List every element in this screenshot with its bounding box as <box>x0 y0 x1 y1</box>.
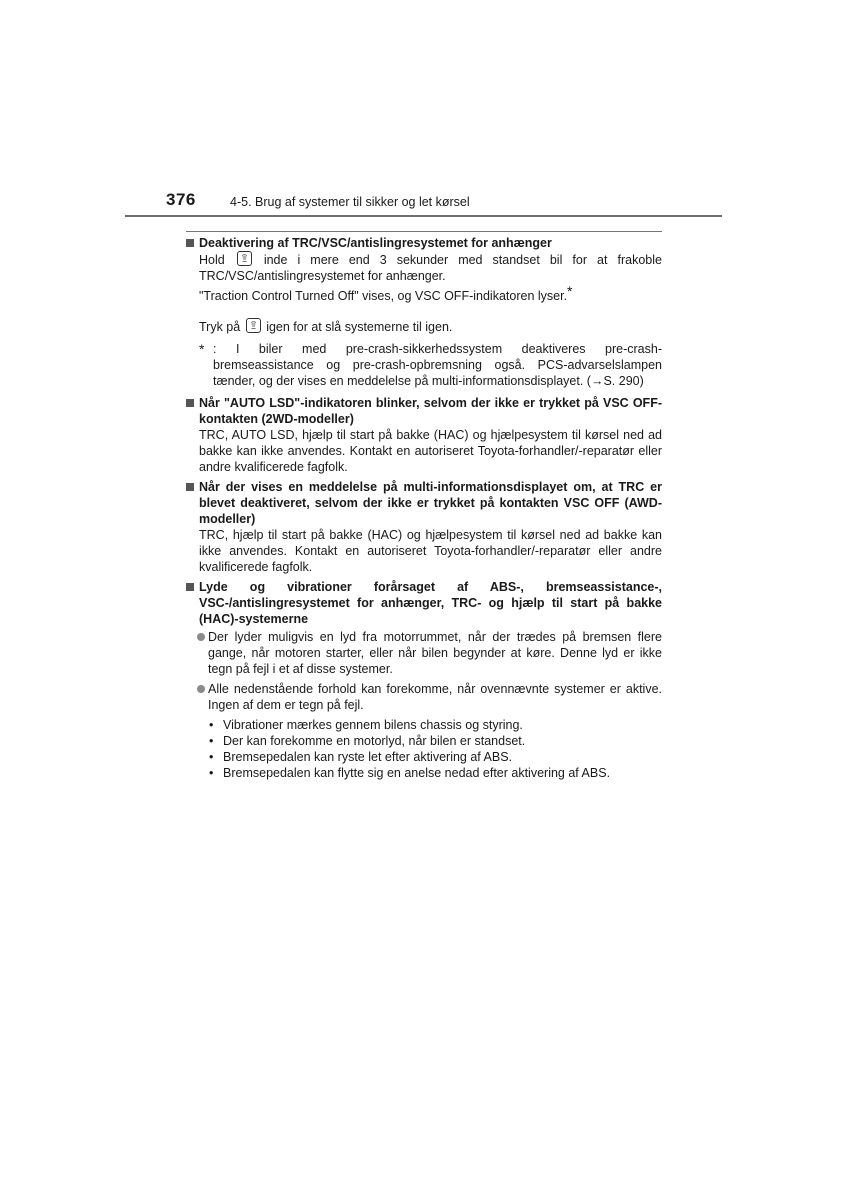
sub-list-text: Der kan forekomme en motorlyd, når bilen er standset. <box>223 734 526 748</box>
list-item <box>197 681 662 713</box>
text: "Traction Control Turned Off" vises, og VSC OFF-indikatoren lyser. <box>199 289 568 303</box>
square-bullet-icon <box>186 399 194 407</box>
text: Hold <box>199 253 225 267</box>
footnote <box>199 341 662 389</box>
content <box>185 235 662 785</box>
bullet-text: Der lyder muligvis en lyd fra motorrummet, når der trædes på bremsen flere gange, når motoren starter, eller når bilen begynder at køre. Denne lyd er ikke tegn på fejl i et af disse systemer. <box>208 630 662 676</box>
asterisk-mark: * <box>567 283 573 299</box>
text: inde i mere end 3 sekunder med standset bil for at frakoble TRC/VSC/antislingresystemet for anhænger. <box>199 253 662 283</box>
text: igen for at slå systemerne til igen. <box>266 320 453 334</box>
bullet-text: Alle nedenstående forhold kan forekomme, når ovennævnte systemer er aktive. Ingen af dem er tegn på fejl. <box>208 682 662 712</box>
sub-list-item <box>209 733 662 749</box>
vsc-off-switch-icon <box>237 251 252 266</box>
vsc-off-switch-icon <box>246 318 261 333</box>
section-heading <box>185 395 662 427</box>
page-number: 376 <box>166 190 196 209</box>
square-bullet-icon <box>186 483 194 491</box>
paragraph <box>199 318 662 335</box>
sub-list-item <box>209 765 662 781</box>
content-top-rule <box>186 231 662 232</box>
small-bullet: • <box>209 766 214 780</box>
sub-list-text: Vibrationer mærkes gennem bilens chassis og styring. <box>223 718 523 732</box>
section-trc-message <box>185 479 662 575</box>
section-title: 4-5. Brug af systemer til sikker og let kørsel <box>230 195 470 209</box>
sub-list-item <box>209 717 662 733</box>
header-rule <box>125 215 722 217</box>
paragraph <box>199 283 662 304</box>
sub-list-text: Bremsepedalen kan ryste let efter aktivering af ABS. <box>223 750 513 764</box>
heading-text: Når der vises en meddelelse på multi-informationsdisplayet om, at TRC er blevet deaktiveret, selvom der ikke er trykket på kontakten VSC OFF (AWD-modeller) <box>199 480 662 526</box>
text: Tryk på <box>199 320 241 334</box>
small-bullet: • <box>209 750 214 764</box>
section-trc-deactivation <box>185 235 662 389</box>
heading-text: Deaktivering af TRC/VSC/antislingresystemet for anhænger <box>199 236 552 250</box>
list-item <box>197 629 662 677</box>
round-bullet-icon <box>197 633 205 641</box>
footnote-text: : I biler med pre-crash-sikkerhedssystem deaktiveres pre-crash-bremseassistance og pre-crash-opbremsning også. PCS-advarselslampen tænder, og der vises en meddelelse på multi-informationsdisplayet. (→S. 290) <box>213 342 662 388</box>
sub-list-text: Bremsepedalen kan flytte sig en anelse nedad efter aktivering af ABS. <box>223 766 611 780</box>
paragraph <box>199 251 662 284</box>
sub-list-item <box>209 749 662 765</box>
section-heading <box>185 235 662 251</box>
section-heading <box>185 479 662 527</box>
small-bullet: • <box>209 718 214 732</box>
section-sounds-vibrations <box>185 579 662 781</box>
heading-text: Når "AUTO LSD"-indikatoren blinker, selvom der ikke er trykket på VSC OFF-kontakten (2WD-modeller) <box>199 396 662 426</box>
section-heading <box>185 579 662 627</box>
sub-list <box>209 717 662 781</box>
small-bullet: • <box>209 734 214 748</box>
paragraph: TRC, AUTO LSD, hjælp til start på bakke (HAC) og hjælpesystem til kørsel ned ad bakke kan ikke anvendes. Kontakt en autoriseret Toyota-forhandler/-reparatør eller andre kvalificerede fagfolk. <box>199 428 662 474</box>
square-bullet-icon <box>186 239 194 247</box>
square-bullet-icon <box>186 583 194 591</box>
asterisk-mark: * <box>199 341 205 357</box>
section-auto-lsd <box>185 395 662 475</box>
paragraph: TRC, hjælp til start på bakke (HAC) og hjælpesystem til kørsel ned ad bakke kan ikke anvendes. Kontakt en autoriseret Toyota-forhandler/-reparatør eller andre kvalificerede fagfolk. <box>199 528 662 574</box>
heading-text: Lyde og vibrationer forårsaget af ABS-, bremseassistance-, VSC-/antislingresystemet for anhænger, TRC- og hjælp til start på bakke (HAC)-systemerne <box>199 580 662 626</box>
round-bullet-icon <box>197 685 205 693</box>
